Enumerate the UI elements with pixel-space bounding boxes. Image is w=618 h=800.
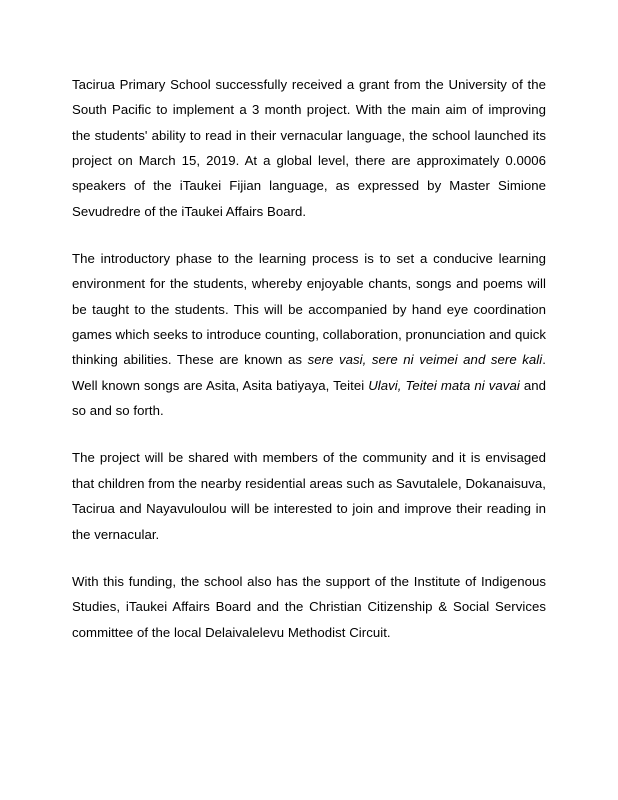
text-run: . Well known songs are Asita, Asita batiyaya, Teitei: [72, 352, 546, 393]
document-body: [72, 72, 546, 645]
italic-text-run: Ulavi, Teitei mata ni vavai: [368, 377, 520, 393]
text-run: The project will be shared with members of the community and it is envisaged that children from the nearby residential areas such as Savutalele, Dokanaisuva, Tacirua and Nayavuloulou will be interested to join and improve their reading in the vernacular.: [72, 450, 546, 542]
text-run: Tacirua Primary School successfully received a grant from the University of the South Pacific to implement a 3 month project. With the main aim of improving the students' ability to read in their vernacular language, the school launched its project on March 15, 2019. At a global level, there are approximately 0.0006 speakers of the iTaukei Fijian language, as expressed by Master Simione Sevudredre of the iTaukei Affairs Board.: [72, 77, 546, 219]
paragraph: [72, 246, 546, 423]
paragraph: [72, 569, 546, 645]
text-run: and so and so forth.: [72, 377, 546, 419]
italic-text-run: sere vasi, sere ni veimei and sere kali: [307, 352, 543, 368]
text-run: The introductory phase to the learning process is to set a conducive learning environment for the students, whereby enjoyable chants, songs and poems will be taught to the students. This will be accompanied by hand eye coordination games which seeks to introduce counting, collaboration, pronunciation and quick thinking abilities. These are known as: [72, 251, 546, 368]
paragraph: [72, 445, 546, 546]
text-run: With this funding, the school also has the support of the Institute of Indigenous Studies, iTaukei Affairs Board and the Christian Citizenship & Social Services committee of the local Delaivalelevu Methodist Circuit.: [72, 573, 546, 640]
paragraph: [72, 72, 546, 224]
